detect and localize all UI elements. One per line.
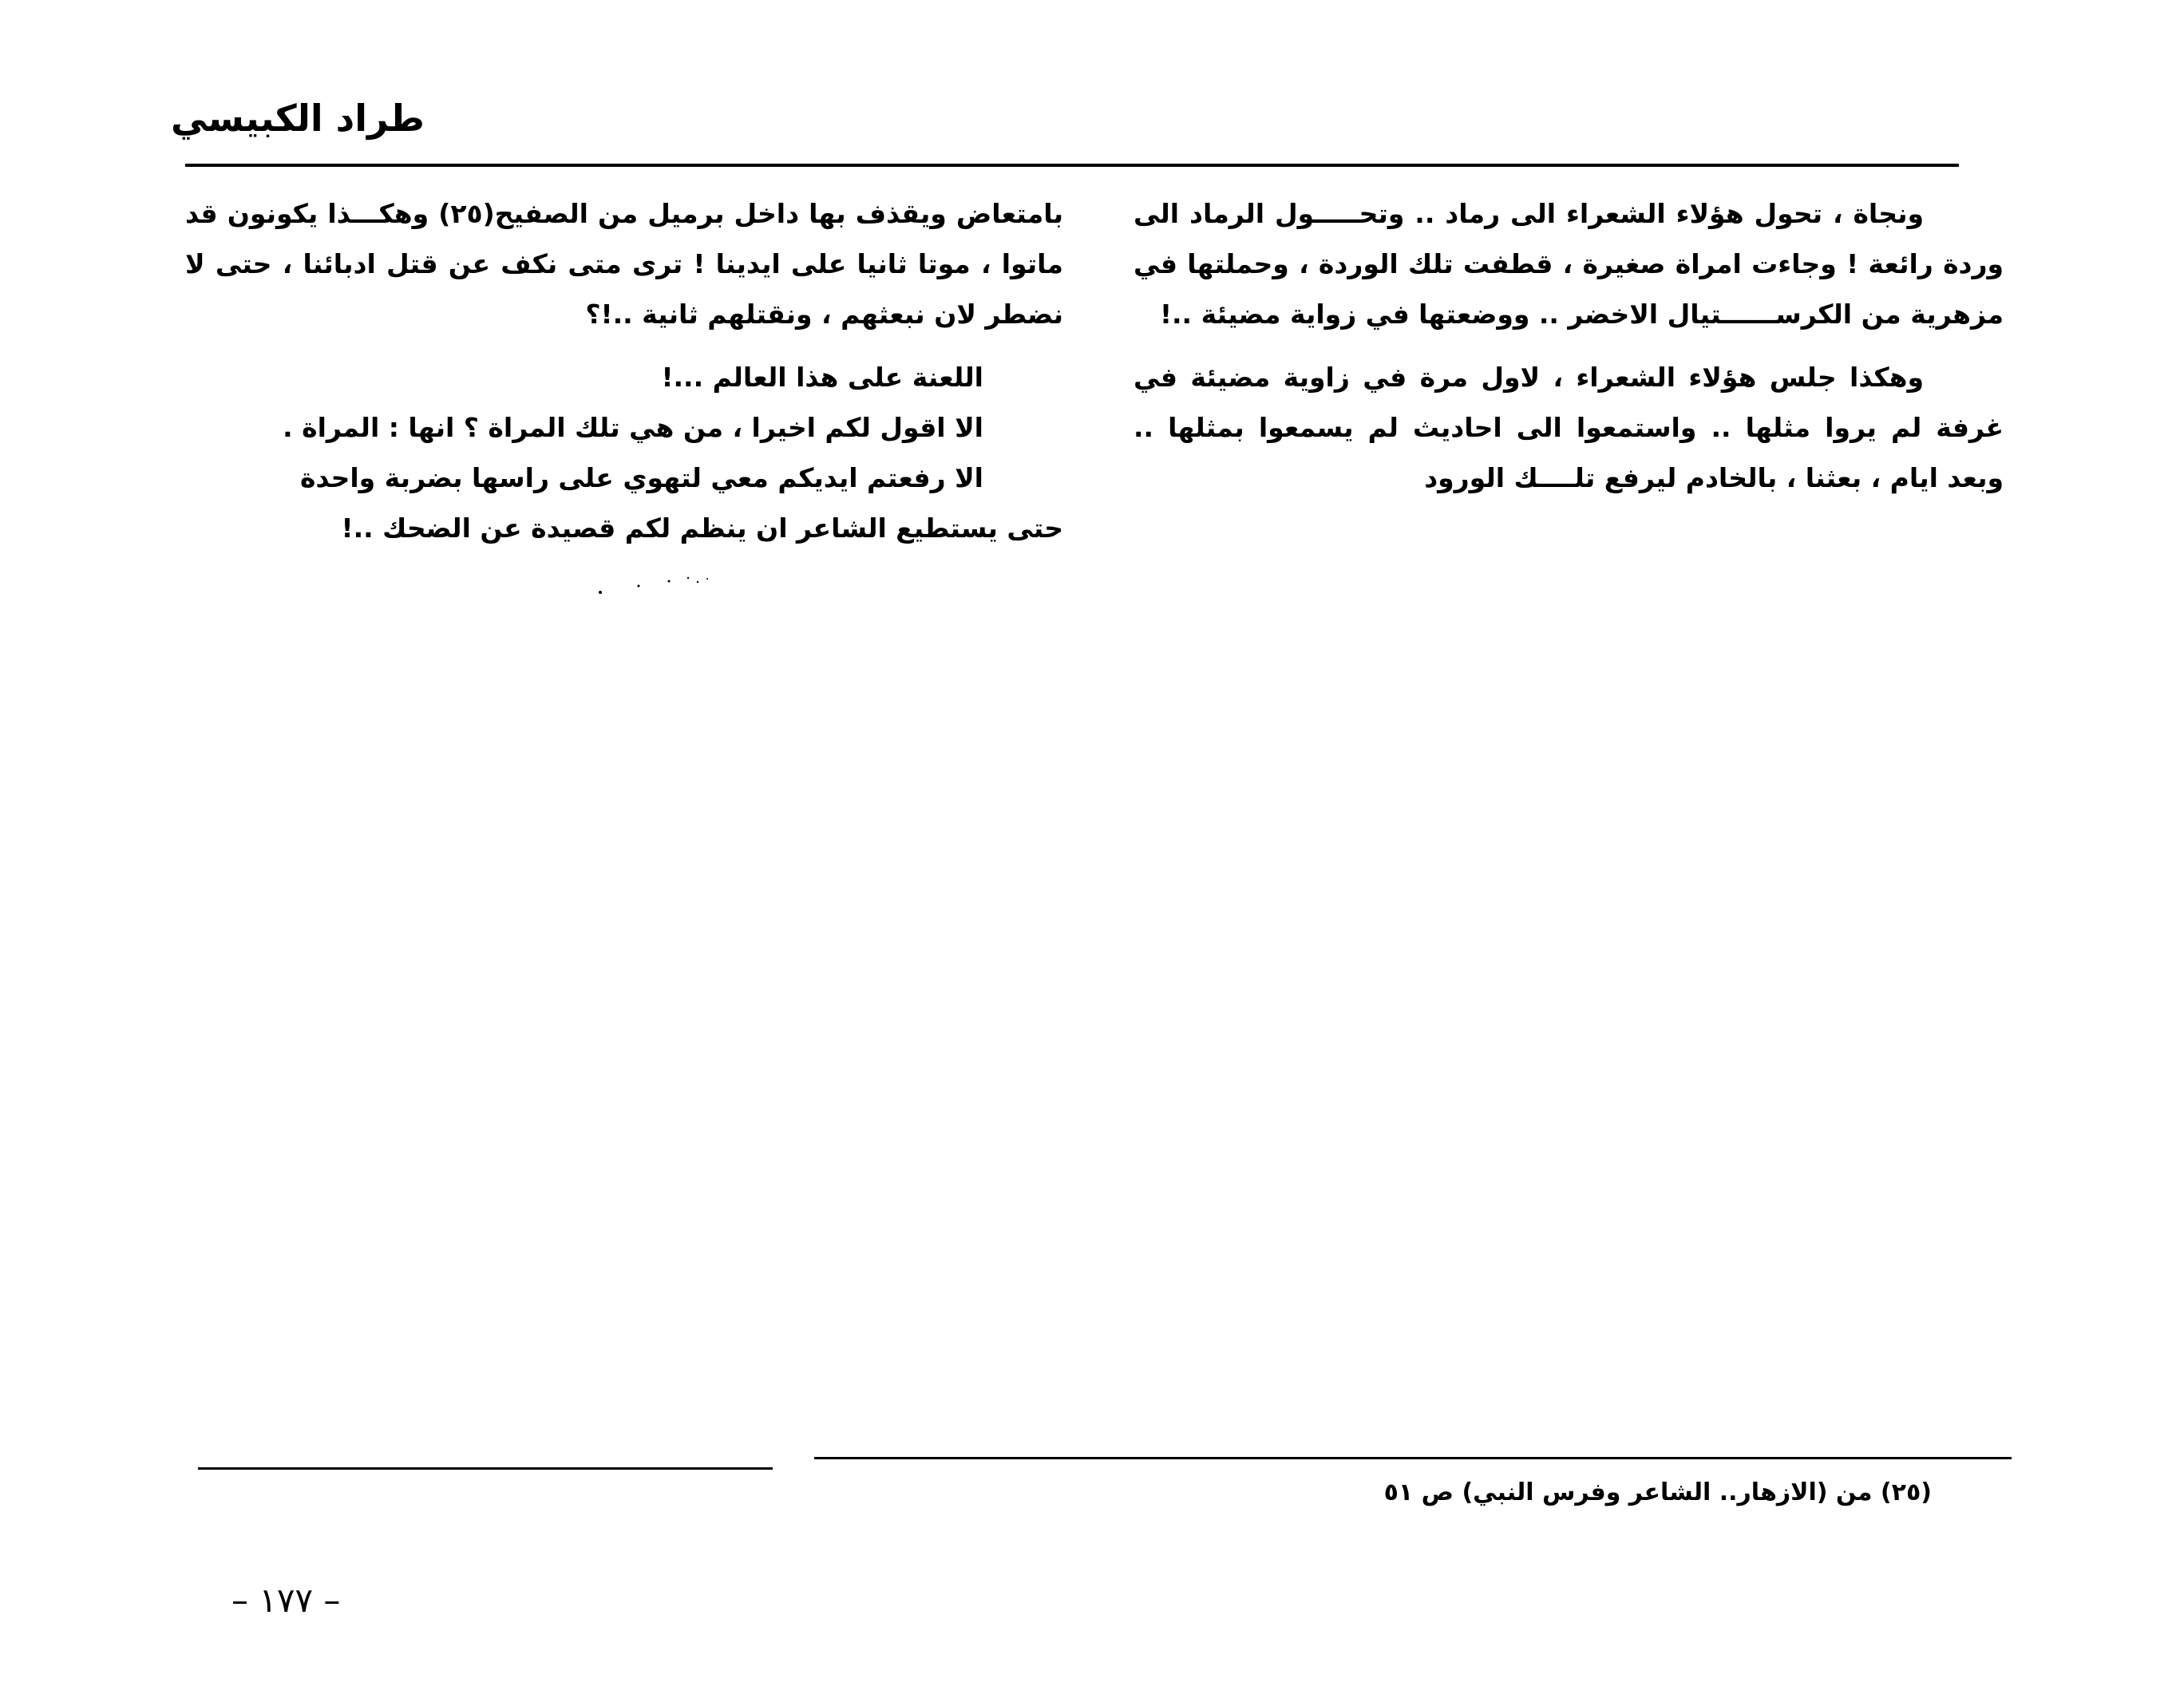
footnote: (٢٥) من (الازهار.. الشاعر وفرس النبي) ص ٥١ <box>1383 1478 1932 1506</box>
paragraph-gap <box>185 339 1063 352</box>
running-header-author: طراد الكبيسي <box>170 97 425 140</box>
footnote-rule-right <box>814 1457 2012 1459</box>
left-column <box>185 188 1063 553</box>
left-paragraph: بامتعاض ويقذف بها داخل برميل من الصفيح(٢٥) وهكـــذا يكونون قد ماتوا ، موتا ثانيا على ايدينا ! ترى متى نكف عن قتل ادبائنا ، حتى لا نضطر لان نبعثهم ، ونقتلهم ثانية ..!؟ <box>185 198 1063 330</box>
left-line-3: الا رفعتم ايديكم معي لتهوي على راسها بضربة واحدة <box>300 462 983 493</box>
right-paragraph-1: ونجاة ، تحول هؤلاء الشعراء الى رماد .. وتحـــــول الرماد الى وردة رائعة ! وجاءت امراة صغيرة ، قطفت تلك الوردة ، وحملتها في مزهرية من الكرســــــتيال الاخضر .. ووضعتها في زواية مضيئة ..! <box>1134 198 2004 330</box>
page-number: – ١٧٧ – <box>231 1581 341 1620</box>
left-line-2: الا اقول لكم اخيرا ، من هي تلك المراة ؟ انها : المراة . <box>283 412 983 443</box>
header-rule <box>185 164 1959 167</box>
paragraph-gap <box>1134 339 2004 352</box>
left-line-1: اللعنة على هذا العالم ...! <box>661 362 983 393</box>
scan-specks <box>591 575 726 599</box>
footnote-rule-left <box>198 1467 773 1470</box>
left-line-4: حتى يستطيع الشاعر ان ينظم لكم قصيدة عن الضحك ..! <box>341 513 1063 544</box>
right-paragraph-2: وهكذا جلس هؤلاء الشعراء ، لاول مرة في زاوية مضيئة في غرفة لم يروا مثلها .. واستمعوا الى احاديث لم يسمعوا بمثلها .. وبعد ايام ، بعثنا ، بالخادم ليرفع تلــــك الورود <box>1134 362 2004 493</box>
right-column <box>1134 188 2004 503</box>
